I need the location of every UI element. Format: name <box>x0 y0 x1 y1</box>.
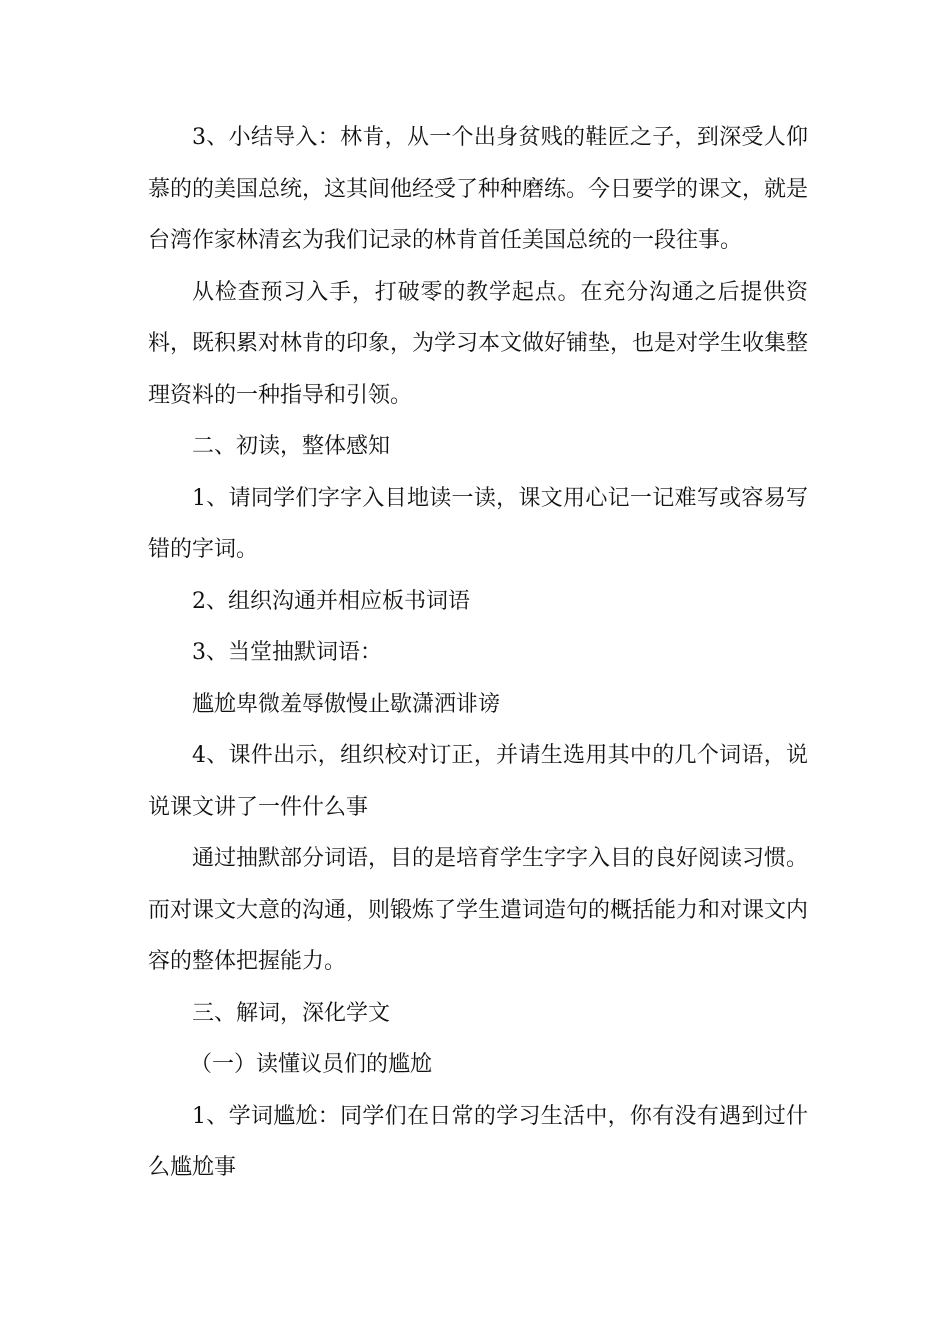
paragraph-step-4: 4、课件出示，组织校对订正，并请生选用其中的几个词语，说说课文讲了一件什么事 <box>148 743 808 820</box>
section-heading-vocabulary: 三、解词，深化学文 <box>192 1000 391 1026</box>
paragraph-step-1: 1、请同学们字字入目地读一读，课文用心记一记难写或容易写错的字词。 <box>148 485 808 562</box>
paragraph-learn-word: 1、学词尴尬：同学们在日常的学习生活中，你有没有遇到过什么尴尬事 <box>148 1103 808 1180</box>
paragraph-step-3: 3、当堂抽默词语： <box>192 640 382 665</box>
paragraph-step-2: 2、组织沟通并相应板书词语 <box>192 588 470 614</box>
paragraph-dictation-note: 通过抽默部分词语，目的是培育学生字字入目的良好阅读习惯。而对课文大意的沟通，则锻炼了学生遣词造句的概括能力和对课文内容的整体把握能力。 <box>148 846 809 974</box>
paragraph-intro-summary: 3、小结导入：林肯，从一个出身贫贱的鞋匠之子，到深受人仰慕的的美国总统，这其间他经受了种种磨练。今日要学的课文，就是台湾作家林清玄为我们记录的林肯首任美国总统的一段往事。 <box>148 125 809 253</box>
subsection-heading-embarrassment: （一）读懂议员们的尴尬 <box>190 1052 433 1077</box>
paragraph-word-list: 尴尬卑微羞辱傲慢止歇潇洒诽谤 <box>192 691 501 717</box>
section-heading-first-reading: 二、初读，整体感知 <box>192 434 391 459</box>
document-body <box>148 112 808 1194</box>
paragraph-preview-note: 从检查预习入手，打破零的教学起点。在充分沟通之后提供资料，既积累对林肯的印象，为学习本文做好铺垫，也是对学生收集整理资料的一种指导和引领。 <box>148 279 809 408</box>
